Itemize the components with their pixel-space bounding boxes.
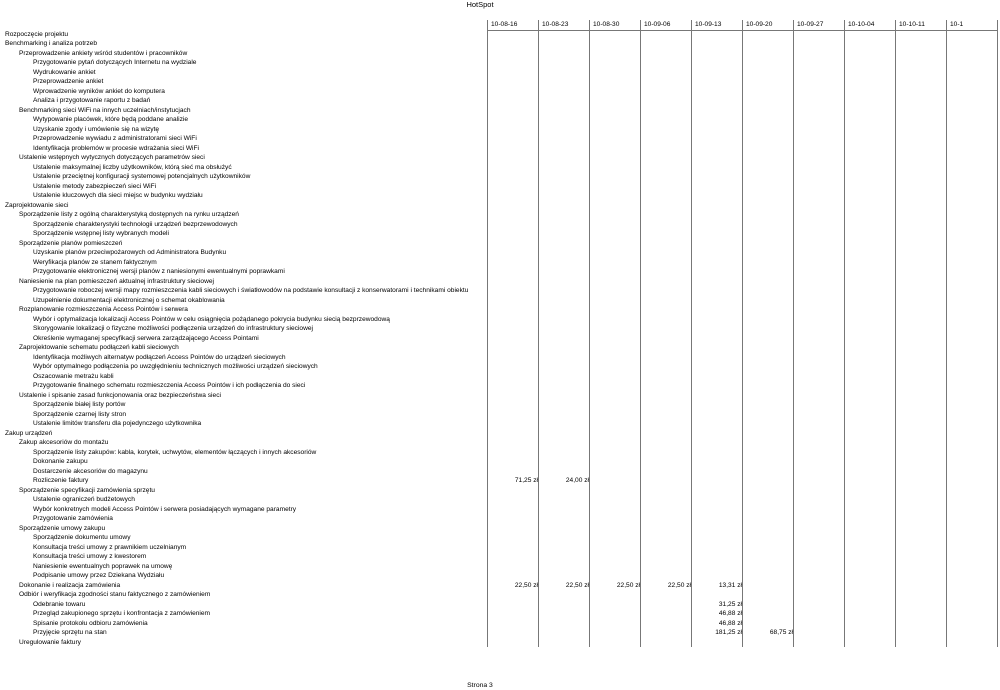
task-row xyxy=(5,638,960,648)
task-row xyxy=(5,324,960,334)
task-row xyxy=(5,410,960,420)
week-column-header: 10-09-13 xyxy=(695,21,722,28)
cost-cell: 22,50 zł xyxy=(565,581,589,589)
task-row xyxy=(5,163,960,173)
cost-cell: 46,88 zł xyxy=(718,610,742,617)
task-row xyxy=(5,429,960,439)
cost-cell: 22,50 zł xyxy=(616,581,640,589)
task-name: Ustalenie kluczowych dla sieci miejsc w budynku wydziału xyxy=(33,192,203,199)
header-rule xyxy=(487,30,997,31)
column-gridline xyxy=(844,20,845,647)
task-row xyxy=(5,609,960,619)
task-name: Dokonanie i realizacja zamówienia xyxy=(19,581,121,589)
task-row xyxy=(5,457,960,467)
task-name: Ustalenie limitów transferu dla pojedynczego użytkownika xyxy=(33,420,202,427)
task-row xyxy=(5,210,960,220)
task-name: Sporządzenie wstępnej listy wybranych modeli xyxy=(33,230,169,237)
task-name: Zakup urządzeń xyxy=(5,429,53,437)
column-gridline xyxy=(640,20,641,647)
task-name: Rozplanowanie rozmieszczenia Access Pointów i serwera xyxy=(19,306,188,313)
task-row xyxy=(5,353,960,363)
cost-cell: 68,75 zł xyxy=(769,629,793,636)
task-name: Benchmarking sieci WiFi na innych uczelniach/instytucjach xyxy=(19,106,191,114)
cost-cell: 71,25 zł xyxy=(514,477,538,484)
task-name: Sporządzenie listy z ogólną charakterystyką dostępnych na rynku urządzeń xyxy=(19,211,239,218)
task-name: Wybór optymalnego podłączenia po uwzględnieniu technicznych możliwości urządzeń sieciowych xyxy=(33,363,318,370)
task-name: Oszacowanie metrażu kabli xyxy=(33,372,114,380)
column-gridline xyxy=(589,20,590,647)
task-name: Sporządzenie umowy zakupu xyxy=(19,524,106,532)
task-row xyxy=(5,229,960,239)
task-name: Ustalenie maksymalnej liczby użytkowników, którą sieć ma obsłużyć xyxy=(33,163,232,171)
task-row xyxy=(5,96,960,106)
task-name: Przygotowanie pytań dotyczących Internetu na wydziale xyxy=(33,59,197,66)
task-row xyxy=(5,495,960,505)
cost-cell: 181,25 zł xyxy=(715,629,742,636)
task-row xyxy=(5,448,960,458)
task-row xyxy=(5,125,960,135)
column-gridline xyxy=(742,20,743,647)
task-name: Przygotowanie zamówienia xyxy=(33,515,113,522)
task-name: Ustalenie przeciętnej konfiguracji systemowej potencjalnych użytkowników xyxy=(33,173,251,180)
task-row xyxy=(5,239,960,249)
task-row xyxy=(5,581,960,591)
task-row xyxy=(5,87,960,97)
column-gridline xyxy=(487,20,488,647)
task-row xyxy=(5,514,960,524)
task-name: Identyfikacja możliwych alternatyw podłączeń Access Pointów do urządzeń sieciowych xyxy=(33,353,286,361)
task-name: Weryfikacja planów ze stanem faktycznym xyxy=(33,258,157,266)
week-column-header: 10-10-04 xyxy=(848,21,875,28)
task-row xyxy=(5,400,960,410)
task-row xyxy=(5,543,960,553)
task-name: Zaprojektowanie sieci xyxy=(5,201,69,209)
task-row xyxy=(5,533,960,543)
task-name: Podpisanie umowy przez Dziekana Wydziału xyxy=(33,572,165,579)
column-gridline xyxy=(691,20,692,647)
task-row xyxy=(5,201,960,211)
task-row xyxy=(5,144,960,154)
task-name: Odbiór i weryfikacja zgodności stanu faktycznego z zamówieniem xyxy=(19,591,211,598)
task-row xyxy=(5,600,960,610)
task-row xyxy=(5,438,960,448)
task-name: Konsultacja treści umowy z kwestorem xyxy=(33,553,147,560)
task-name: Uzyskanie zgody i umówienie się na wizytę xyxy=(33,125,160,133)
task-name: Rozliczenie faktury xyxy=(33,477,89,484)
task-name: Konsultacja treści umowy z prawnikiem uczelnianym xyxy=(33,543,187,551)
column-gridline xyxy=(538,20,539,647)
column-gridline xyxy=(946,20,947,647)
task-name: Uregulowanie faktury xyxy=(19,638,81,646)
week-column-header: 10-09-20 xyxy=(746,21,773,28)
task-name: Identyfikacja problemów w procesie wdrażania sieci WiFi xyxy=(33,144,200,152)
task-name: Wydrukowanie ankiet xyxy=(33,68,96,76)
task-name: Ustalenie i spisanie zasad funkcjonowania oraz bezpieczeństwa sieci xyxy=(19,391,221,399)
task-row xyxy=(5,248,960,258)
task-row xyxy=(5,30,960,40)
task-row xyxy=(5,191,960,201)
task-name: Sporządzenie specyfikacji zamówienia sprzętu xyxy=(19,486,155,494)
task-row xyxy=(5,49,960,59)
task-name: Ustalenie metody zabezpieczeń sieci WiFi xyxy=(33,182,157,190)
task-row xyxy=(5,172,960,182)
task-name: Sporządzenie planów pomieszczeń xyxy=(19,239,123,247)
task-row xyxy=(5,106,960,116)
task-name: Analiza i przygotowanie raportu z badań xyxy=(33,97,151,104)
task-row xyxy=(5,381,960,391)
column-gridline xyxy=(793,20,794,647)
gantt-cost-report xyxy=(5,20,964,666)
task-name: Skorygowanie lokalizacji o fizyczne możliwości podłączenia urządzeń do infrastruktury sieciowej xyxy=(33,325,313,332)
cost-cell: 13,31 zł xyxy=(718,581,742,589)
task-name: Spisanie protokołu odbioru zamówienia xyxy=(33,619,148,627)
task-row xyxy=(5,391,960,401)
task-name: Naniesienie ewentualnych poprawek na umowę xyxy=(33,562,173,570)
task-row xyxy=(5,619,960,629)
task-name: Uzyskanie planów przeciwpożarowych od Administratora Budynku xyxy=(33,249,227,256)
task-row xyxy=(5,552,960,562)
task-name: Dostarczenie akcesoriów do magazynu xyxy=(33,467,148,475)
task-row xyxy=(5,277,960,287)
week-column-header: 10-1 xyxy=(950,21,964,28)
task-row xyxy=(5,58,960,68)
task-name: Sporządzenie charakterystyki technologii urządzeń bezprzewodowych xyxy=(33,220,238,228)
task-name: Określenie wymaganej specyfikacji serwera zarządzającego Access Pointami xyxy=(33,334,259,342)
cost-cell: 22,50 zł xyxy=(514,581,538,589)
task-name: Sporządzenie listy zakupów: kabla, korytek, uchwytów, elementów łączących i innych akcesoriów xyxy=(33,448,317,456)
task-name: Przygotowanie finalnego schematu rozmieszczenia Access Pointów i ich podłączenia do sieci xyxy=(33,382,306,389)
task-row xyxy=(5,77,960,87)
column-header-row xyxy=(5,20,964,30)
cost-cell: 31,25 zł xyxy=(718,600,742,608)
week-column-header: 10-09-27 xyxy=(797,21,824,28)
task-name: Rozpoczęcie projektu xyxy=(5,30,69,38)
task-row xyxy=(5,334,960,344)
week-column-header: 10-09-06 xyxy=(644,21,671,28)
task-row xyxy=(5,486,960,496)
task-row xyxy=(5,115,960,125)
task-row xyxy=(5,419,960,429)
cost-cell: 24,00 zł xyxy=(565,477,589,484)
task-name: Zakup akcesoriów do montażu xyxy=(19,439,109,446)
week-column-header: 10-08-16 xyxy=(491,21,518,28)
week-column-header: 10-08-30 xyxy=(593,21,620,28)
task-name: Przygotowanie elektronicznej wersji planów z naniesionymi ewentualnymi poprawkami xyxy=(33,268,285,275)
task-name: Benchmarking i analiza potrzeb xyxy=(5,40,97,47)
task-name: Przegląd zakupionego sprzętu i konfrontacja z zamówieniem xyxy=(33,610,211,617)
task-row xyxy=(5,590,960,600)
task-row xyxy=(5,153,960,163)
document-title: HotSpot xyxy=(466,0,494,9)
task-name: Przeprowadzenie wywiadu z administratorami sieci WiFi xyxy=(33,135,197,142)
task-name: Wybór i optymalizacja lokalizacji Access Pointów w celu osiągnięcia pożądanego pokrycia budynku siecią bezprzewodową xyxy=(33,315,390,323)
task-row xyxy=(5,343,960,353)
task-row xyxy=(5,362,960,372)
task-name: Odebranie towaru xyxy=(33,600,86,608)
task-row xyxy=(5,315,960,325)
task-name: Przyjęcie sprzętu na stan xyxy=(33,629,107,636)
task-name: Zaprojektowanie schematu podłączeń kabli sieciowych xyxy=(19,344,179,351)
column-gridline xyxy=(997,20,998,647)
task-row xyxy=(5,182,960,192)
task-name: Sporządzenie dokumentu umowy xyxy=(33,534,131,541)
task-name: Wytypowanie placówek, które będą poddane analizie xyxy=(33,116,188,123)
task-row xyxy=(5,372,960,382)
task-row xyxy=(5,505,960,515)
task-row xyxy=(5,296,960,306)
task-row xyxy=(5,39,960,49)
task-row xyxy=(5,220,960,230)
task-row xyxy=(5,286,960,296)
task-row xyxy=(5,571,960,581)
task-name: Ustalenie ograniczeń budżetowych xyxy=(33,496,135,503)
page-number: Strona 3 xyxy=(467,682,493,689)
task-row xyxy=(5,476,960,486)
task-name: Uzupełnienie dokumentacji elektronicznej o schemat okablowania xyxy=(33,296,225,304)
column-gridline xyxy=(895,20,896,647)
task-row xyxy=(5,134,960,144)
task-row xyxy=(5,305,960,315)
task-name: Naniesienie na plan pomieszczeń aktualnej infrastruktury sieciowej xyxy=(19,277,214,285)
task-name: Dokonanie zakupu xyxy=(33,458,88,465)
cost-cell: 46,88 zł xyxy=(718,619,742,627)
task-name: Wprowadzenie wyników ankiet do komputera xyxy=(33,87,165,95)
task-name: Sporządzenie białej listy portów xyxy=(33,401,126,408)
task-row xyxy=(5,628,960,638)
task-row xyxy=(5,267,960,277)
task-name: Ustalenie wstępnych wytycznych dotyczących parametrów sieci xyxy=(19,154,205,161)
task-name: Przygotowanie roboczej wersji mapy rozmieszczenia kabli sieciowych i światłowodów na podstawie konsultacji z konserwatorami i technikami obiektu xyxy=(33,287,469,294)
task-row xyxy=(5,68,960,78)
task-name: Sporządzenie czarnej listy stron xyxy=(33,410,127,418)
task-name: Przeprowadzenie ankiet xyxy=(33,78,104,85)
cost-cell: 22,50 zł xyxy=(667,581,691,589)
task-name: Przeprowadzenie ankiety wśród studentów i pracowników xyxy=(19,49,188,57)
week-column-header: 10-08-23 xyxy=(542,21,569,28)
task-row xyxy=(5,562,960,572)
task-row xyxy=(5,467,960,477)
week-column-header: 10-10-11 xyxy=(899,21,925,28)
task-row xyxy=(5,524,960,534)
task-name: Wybór konkretnych modeli Access Pointów i serwera posiadających wymagane parametry xyxy=(33,505,297,513)
task-row xyxy=(5,258,960,268)
